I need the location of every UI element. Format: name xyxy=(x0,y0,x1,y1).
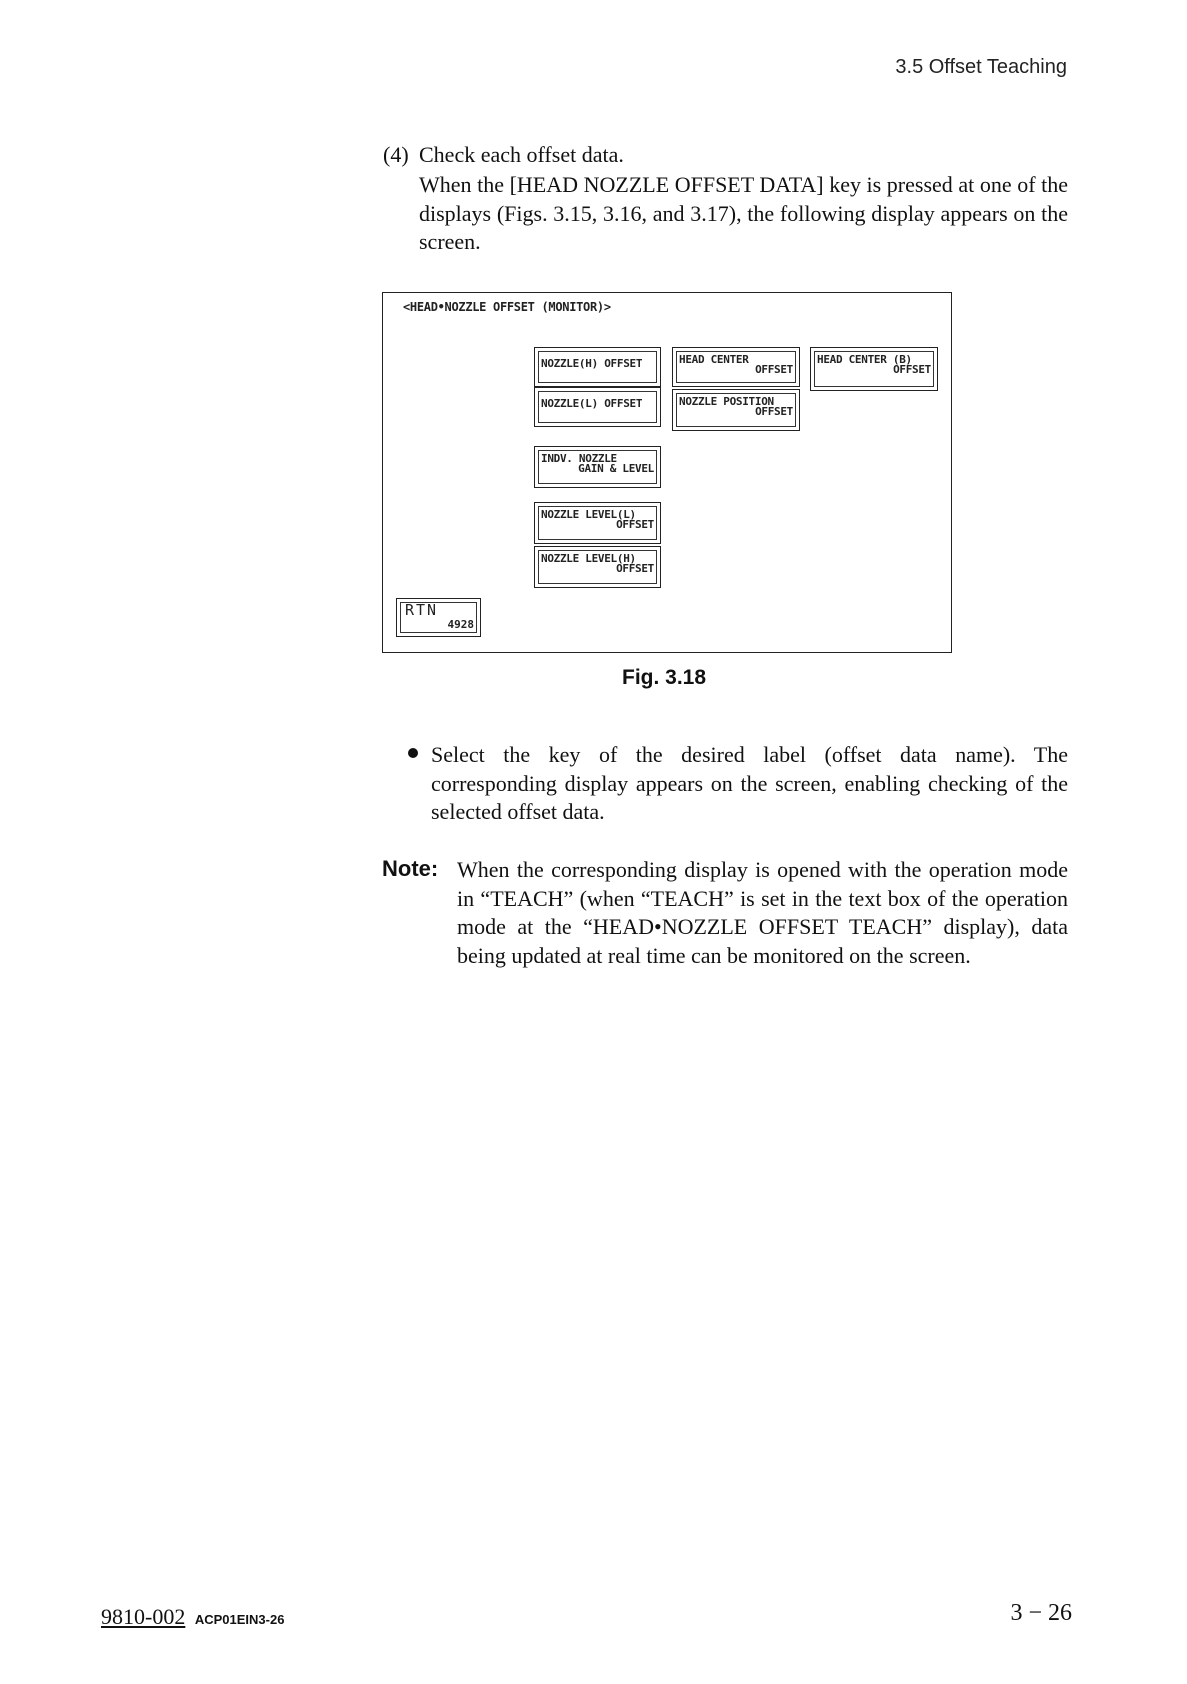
nozzle-level-h-offset-key[interactable] xyxy=(534,546,661,588)
nozzle-l-offset-key[interactable] xyxy=(534,387,661,427)
figure-caption: Fig. 3.18 xyxy=(622,666,707,689)
nozzle-level-l-offset-key[interactable] xyxy=(534,502,661,544)
nozzle-position-offset-key[interactable] xyxy=(672,389,800,431)
page-number: 3 − 26 xyxy=(1010,1600,1072,1626)
footer-document-id xyxy=(101,1604,284,1630)
document-number: 9810-002 xyxy=(101,1604,186,1629)
nozzle-h-offset-key[interactable] xyxy=(534,347,661,387)
note-label: Note: xyxy=(382,856,439,881)
key-label-line2: OFFSET xyxy=(755,405,793,418)
section-header: 3.5 Offset Teaching xyxy=(895,56,1067,78)
monitor-screen-figure xyxy=(382,292,952,653)
document-code: ACP01EIN3-26 xyxy=(194,1612,285,1627)
head-center-b-offset-key[interactable] xyxy=(810,347,938,391)
note-text: When the corresponding display is opened with the operation mode in “TEACH” (when “TEACH” is set in the text box of the operation mode at the “HEAD•NOZZLE OFFSET TEACH” display), data being updated at real time can be monitored on the screen. xyxy=(457,857,1068,968)
key-label-line1: INDV. NOZZLE xyxy=(541,452,617,465)
step-number: (4) xyxy=(383,142,409,167)
key-label-line2: OFFSET xyxy=(893,363,931,376)
key-label-line1: NOZZLE LEVEL(H) xyxy=(541,552,636,565)
step-paragraph: When the [HEAD NOZZLE OFFSET DATA] key is pressed at one of the displays (Figs. 3.15, 3.16, and 3.17), the following display appears on the screen. xyxy=(419,172,1068,254)
key-label-line1: NOZZLE POSITION xyxy=(679,395,774,408)
head-center-offset-key[interactable] xyxy=(672,347,800,387)
key-label-line2: OFFSET xyxy=(755,363,793,376)
key-label-line1: HEAD CENTER (B) xyxy=(817,353,912,366)
key-label-line2: OFFSET xyxy=(616,562,654,575)
key-label-line2: GAIN & LEVEL xyxy=(578,462,654,475)
rtn-label: RTN xyxy=(405,601,439,619)
key-label-line1: NOZZLE LEVEL(L) xyxy=(541,508,636,521)
step-title: Check each offset data. xyxy=(419,142,624,167)
rtn-code: 4928 xyxy=(447,618,474,631)
bullet-icon xyxy=(408,748,418,758)
key-label-line2: OFFSET xyxy=(616,518,654,531)
rtn-key[interactable] xyxy=(396,598,481,637)
bullet-text: Select the key of the desired label (offset data name). The corresponding display appears on the screen, enabling checking of the selected offset data. xyxy=(431,742,1068,824)
screen-title: <HEAD•NOZZLE OFFSET (MONITOR)> xyxy=(403,300,611,314)
key-label: NOZZLE(H) OFFSET xyxy=(541,357,643,370)
key-label-line1: HEAD CENTER xyxy=(679,353,749,366)
key-label: NOZZLE(L) OFFSET xyxy=(541,397,643,410)
indv-nozzle-gain-level-key[interactable] xyxy=(534,446,661,488)
